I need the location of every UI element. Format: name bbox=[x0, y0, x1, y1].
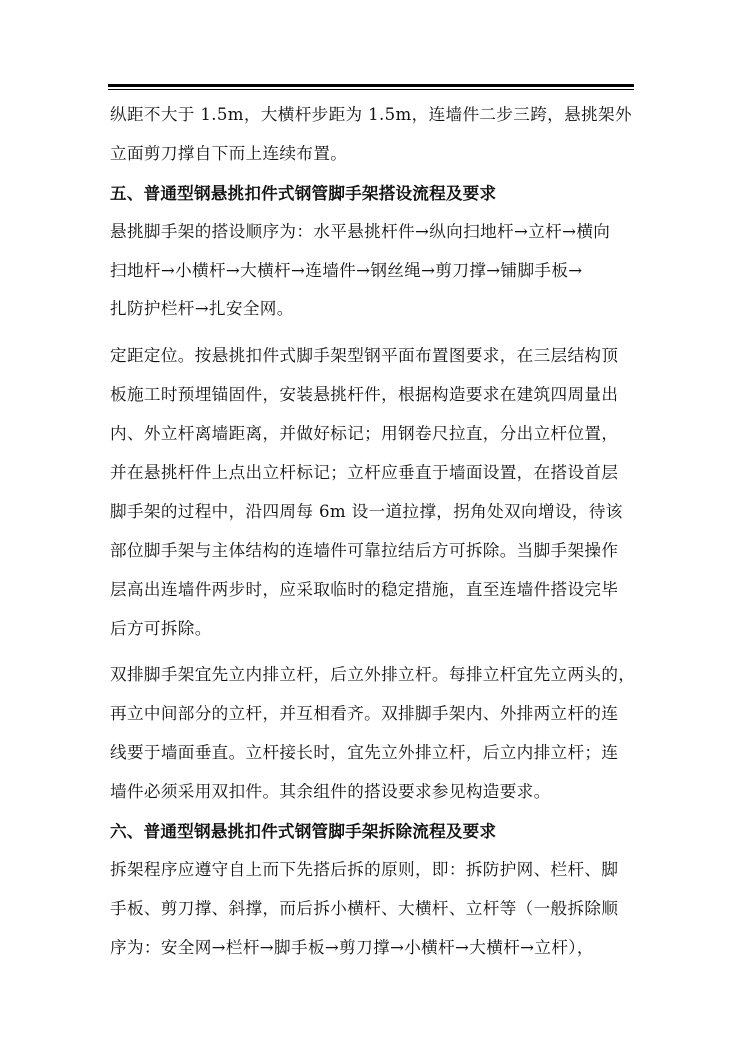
header-rule-thick bbox=[108, 84, 634, 87]
paragraph-dismantle bbox=[110, 851, 634, 968]
text-line: 线要于墙面垂直。立杆接长时，宜先立外排立杆，后立内排立杆；连 bbox=[110, 743, 619, 763]
section-heading-6: 六、普通型钢悬挑扣件式钢管脚手架拆除流程及要求 bbox=[110, 821, 497, 842]
paragraph-double-row bbox=[110, 656, 634, 812]
text-line: 层高出连墙件两步时，应采取临时的稳定措施，直至连墙件搭设完毕 bbox=[110, 579, 619, 599]
text-line: 扎防护栏杆→扎安全网。 bbox=[110, 299, 294, 319]
header-rule-thin bbox=[108, 89, 634, 90]
text-line: 脚手架的过程中，沿四周每 6m 设一道拉撑，拐角处双向增设，待该 bbox=[110, 501, 623, 521]
text-line: 纵距不大于 1.5m，大横杆步距为 1.5m，连墙件二步三跨，悬挑架外 bbox=[110, 105, 632, 124]
section-heading-5: 五、普通型钢悬挑扣件式钢管脚手架搭设流程及要求 bbox=[110, 182, 497, 203]
text-line: 板施工时预埋锚固件，安装悬挑杆件，根据构造要求在建筑四周量出 bbox=[110, 385, 619, 405]
text-line: 立面剪刀撑自下而上连续布置。 bbox=[110, 143, 348, 163]
paragraph-positioning bbox=[110, 337, 634, 648]
text-line: 部位脚手架与主体结构的连墙件可靠拉结后方可拆除。当脚手架操作 bbox=[110, 540, 619, 560]
text-line: 后方可拆除。 bbox=[110, 618, 212, 638]
text-line: 手板、剪刀撑、斜撑，而后拆小横杆、大横杆、立杆等（一般拆除顺 bbox=[110, 898, 619, 918]
text-line: 再立中间部分的立杆，并互相看齐。双排脚手架内、外排两立杆的连 bbox=[110, 704, 619, 724]
text-line: 序为：安全网→栏杆→脚手板→剪刀撑→小横杆→大横杆→立杆）， bbox=[110, 937, 594, 957]
paragraph-erection-sequence bbox=[110, 213, 634, 330]
text-line: 定距定位。按悬挑扣件式脚手架型钢平面布置图要求，在三层结构顶 bbox=[110, 346, 619, 366]
text-line: 内、外立杆离墙距离，并做好标记；用钢卷尺拉直，分出立杆位置， bbox=[110, 424, 619, 444]
text-line: 拆架程序应遵守自上而下先搭后拆的原则，即：拆防护网、栏杆、脚 bbox=[110, 859, 619, 879]
paragraph-gap bbox=[110, 648, 634, 656]
text-line: 悬挑脚手架的搭设顺序为：水平悬挑杆件→纵向扫地杆→立杆→横向 bbox=[110, 221, 611, 241]
paragraph-gap bbox=[110, 329, 634, 337]
document-body bbox=[110, 96, 634, 968]
text-line: 扫地杆→小横杆→大横杆→连墙件→钢丝绳→剪刀撑→铺脚手板→ bbox=[110, 260, 583, 280]
paragraph-continuation bbox=[110, 96, 634, 174]
text-line: 并在悬挑杆件上点出立杆标记；立杆应垂直于墙面设置，在搭设首层 bbox=[110, 463, 619, 483]
text-line: 墙件必须采用双扣件。其余组件的搭设要求参见构造要求。 bbox=[110, 782, 551, 802]
text-line: 双排脚手架宜先立内排立杆，后立外排立杆。每排立杆宜先立两头的， bbox=[110, 665, 636, 685]
